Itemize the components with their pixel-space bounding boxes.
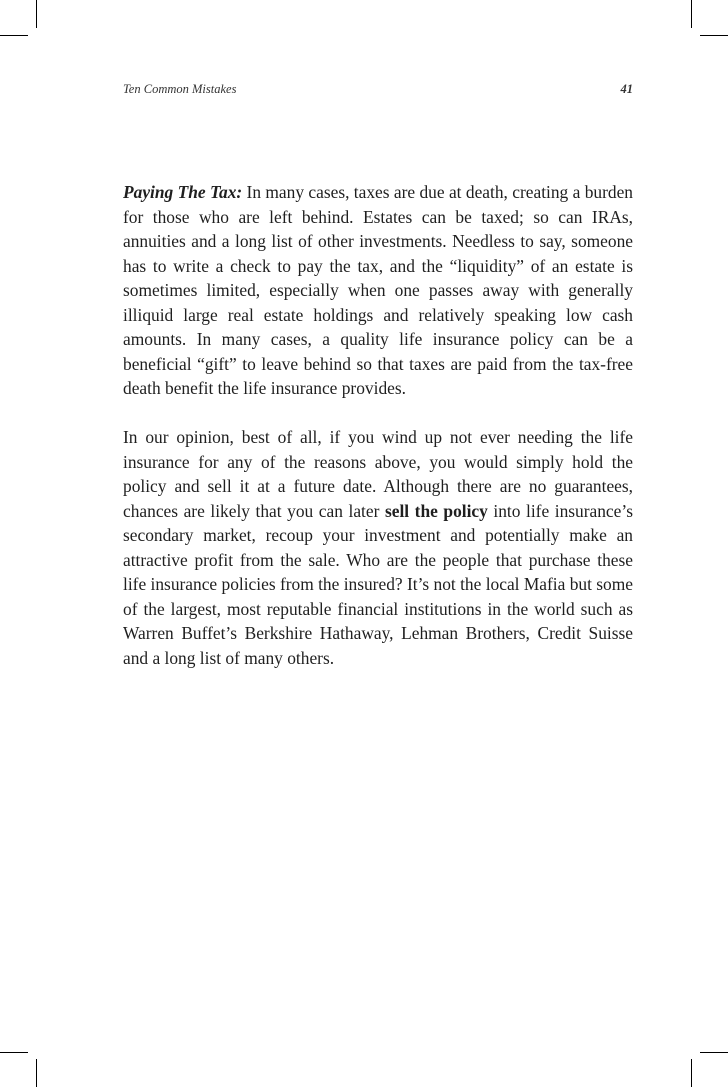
crop-mark-top-left-vertical bbox=[36, 0, 37, 28]
crop-mark-top-right-horizontal bbox=[700, 35, 728, 36]
paragraph-text: In many cases, taxes are due at death, creating a burden for those who are left behind. Estates can be taxed; so can IRAs, annuities and a long list of other investments. Needless to say, someone has to write a check to pay the tax, and the “liquidity” of an estate is sometimes limited, especially when one passes away with generally illiquid large real estate holdings and relatively speaking low cash amounts. In many cases, a quality life insurance policy can be a beneficial “gift” to leave behind so that taxes are paid from the tax-free death benefit the life insurance provides. bbox=[123, 182, 633, 398]
body-text bbox=[123, 180, 633, 695]
paragraph-lead-in: Paying The Tax: bbox=[123, 182, 243, 202]
crop-mark-bottom-right-horizontal bbox=[700, 1052, 728, 1053]
crop-mark-top-right-vertical bbox=[691, 0, 692, 28]
crop-mark-top-left-horizontal bbox=[0, 35, 28, 36]
paragraph-best-of-all bbox=[123, 425, 633, 670]
paragraph-paying-the-tax bbox=[123, 180, 633, 401]
emphasis-sell-the-policy: sell the policy bbox=[384, 500, 488, 521]
crop-mark-bottom-left-vertical bbox=[36, 1059, 37, 1087]
page-number: 41 bbox=[620, 82, 633, 96]
running-title: Ten Common Mistakes bbox=[123, 82, 237, 96]
running-head bbox=[123, 82, 633, 100]
paragraph-text-before: In our opinion, best of all, if you wind up not ever needing the life insurance for any of the reasons above, you would simply hold the policy and sell it at a future date. Although there are no guarantees, chances are likely that you can later bbox=[123, 427, 633, 521]
paragraph-text-after: into life insurance’s secondary market, recoup your investment and potentially make an attractive profit from the sale. Who are the people that purchase these life insurance policies from the insured? It’s not the local Mafia but some of the largest, most reputable financial institutions in the world such as Warren Buffet’s Berkshire Hathaway, Lehman Brothers, Credit Suisse and a long list of many others. bbox=[123, 500, 633, 668]
crop-mark-bottom-right-vertical bbox=[691, 1059, 692, 1087]
crop-mark-bottom-left-horizontal bbox=[0, 1052, 28, 1053]
